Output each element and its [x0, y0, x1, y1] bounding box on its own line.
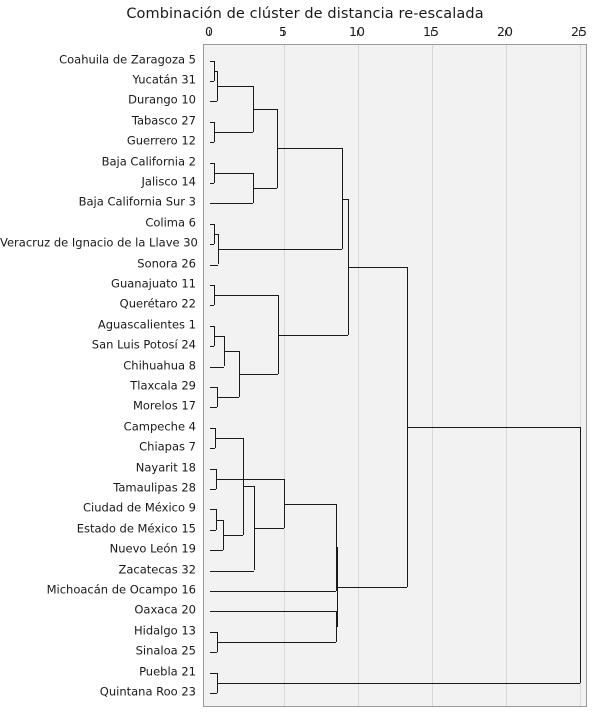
dendrogram-branch	[210, 203, 253, 204]
leaf-label: Jalisco 14	[141, 174, 196, 189]
dendrogram-branch	[337, 587, 407, 588]
dendrogram-branch	[210, 530, 216, 531]
dendrogram-branch	[218, 249, 342, 250]
leaf-label: Chihuahua 8	[123, 357, 196, 372]
leaf-label: Guanajuato 11	[111, 276, 196, 291]
dendrogram-branch	[239, 374, 278, 375]
dendrogram-branch	[210, 346, 214, 347]
leaf-label: Zacatecas 32	[118, 561, 196, 576]
dendrogram-branch	[210, 591, 336, 592]
dendrogram-branch	[210, 550, 223, 551]
dendrogram-branch	[210, 305, 214, 306]
x-axis-label: 10	[349, 24, 365, 39]
dendrogram-branch	[253, 188, 277, 189]
dendrogram-branch	[284, 504, 336, 505]
leaf-label: Puebla 21	[139, 663, 196, 678]
dendrogram-branch	[210, 81, 214, 82]
dendrogram-branch	[210, 693, 217, 694]
dendrogram-branch	[336, 627, 337, 628]
leaf-label: Querétaro 22	[119, 296, 196, 311]
gridline	[358, 45, 359, 706]
leaf-label: Estado de México 15	[76, 520, 196, 535]
leaf-label: Nuevo León 19	[109, 541, 196, 556]
leaf-label: Baja California 2	[101, 153, 196, 168]
x-axis-label: 5	[279, 24, 287, 39]
x-axis-label: 20	[497, 24, 513, 39]
leaf-label: Yucatán 31	[132, 72, 196, 87]
dendrogram-branch	[210, 611, 336, 612]
dendrogram-branch	[210, 244, 214, 245]
leaf-label: Tabasco 27	[131, 112, 196, 127]
dendrogram-branch	[214, 173, 252, 174]
dendrogram-branch	[253, 109, 277, 110]
gridline	[506, 45, 507, 706]
dendrogram-branch	[217, 642, 336, 643]
dendrogram-branch	[216, 479, 284, 480]
dendrogram-branch	[277, 148, 341, 149]
leaf-label: Tamaulipas 28	[113, 480, 196, 495]
dendrogram-branch	[210, 387, 217, 388]
dendrogram-branch	[210, 142, 214, 143]
dendrogram-branch	[210, 407, 217, 408]
dendrogram-branch	[580, 427, 581, 683]
dendrogram-branch	[217, 397, 239, 398]
leaf-label: Coahuila de Zaragoza 5	[59, 51, 196, 66]
gridline	[284, 45, 285, 706]
dendrogram-branch	[210, 571, 254, 572]
dendrogram-branch	[278, 335, 348, 336]
dendrogram-branch	[216, 520, 223, 521]
leaf-label: Morelos 17	[132, 398, 196, 413]
dendrogram-branch	[215, 438, 242, 439]
dendrogram-branch	[214, 295, 278, 296]
dendrogram-branch	[214, 336, 224, 337]
dendrogram-branch	[210, 183, 214, 184]
leaf-label: Baja California Sur 3	[78, 194, 196, 209]
leaf-label: Sonora 26	[137, 255, 196, 270]
dendrogram-branch	[210, 632, 217, 633]
x-axis-label: 15	[423, 24, 439, 39]
dendrogram-branch	[210, 652, 217, 653]
gridline	[432, 45, 433, 706]
dendrogram-branch	[210, 489, 216, 490]
leaf-label: Sinaloa 25	[135, 643, 196, 658]
leaf-label: Veracruz de Ignacio de la Llave 30	[0, 235, 198, 250]
x-axis-label: 25	[571, 24, 587, 39]
dendrogram-branch	[224, 351, 239, 352]
x-axis-label: 0	[205, 24, 213, 39]
leaf-label: Campeche 4	[123, 418, 196, 433]
dendrogram-branch	[210, 265, 218, 266]
dendrogram-branch	[210, 367, 224, 368]
dendrogram-branch	[210, 101, 217, 102]
dendrogram-branch	[223, 535, 242, 536]
chart-title: Combinación de clúster de distancia re-escalada	[126, 6, 484, 22]
leaf-label: Guerrero 12	[126, 133, 196, 148]
leaf-label: Ciudad de México 9	[83, 500, 196, 515]
leaf-label: Oaxaca 20	[134, 602, 196, 617]
leaf-label: Durango 10	[128, 92, 196, 107]
leaf-label: Aguascalientes 1	[97, 316, 196, 331]
leaf-label: Tlaxcala 29	[130, 378, 196, 393]
leaf-label: Quintana Roo 23	[99, 684, 196, 699]
dendrogram-branch	[348, 267, 407, 268]
dendrogram-branch	[243, 486, 255, 487]
dendrogram-branch	[217, 86, 253, 87]
leaf-label: Hidalgo 13	[133, 622, 196, 637]
leaf-label: Michoacán de Ocampo 16	[46, 582, 196, 597]
dendrogram-branch	[217, 683, 580, 684]
leaf-label: Nayarit 18	[135, 459, 196, 474]
dendrogram-branch	[210, 673, 217, 674]
leaf-label: San Luis Potosí 24	[91, 337, 196, 352]
leaf-label: Colima 6	[145, 214, 196, 229]
dendrogram-branch	[407, 427, 580, 428]
dendrogram-branch	[254, 528, 284, 529]
leaf-label: Chiapas 7	[139, 439, 196, 454]
dendrogram-plot	[203, 44, 587, 707]
dendrogram-branch	[210, 448, 215, 449]
dendrogram-branch	[214, 132, 252, 133]
